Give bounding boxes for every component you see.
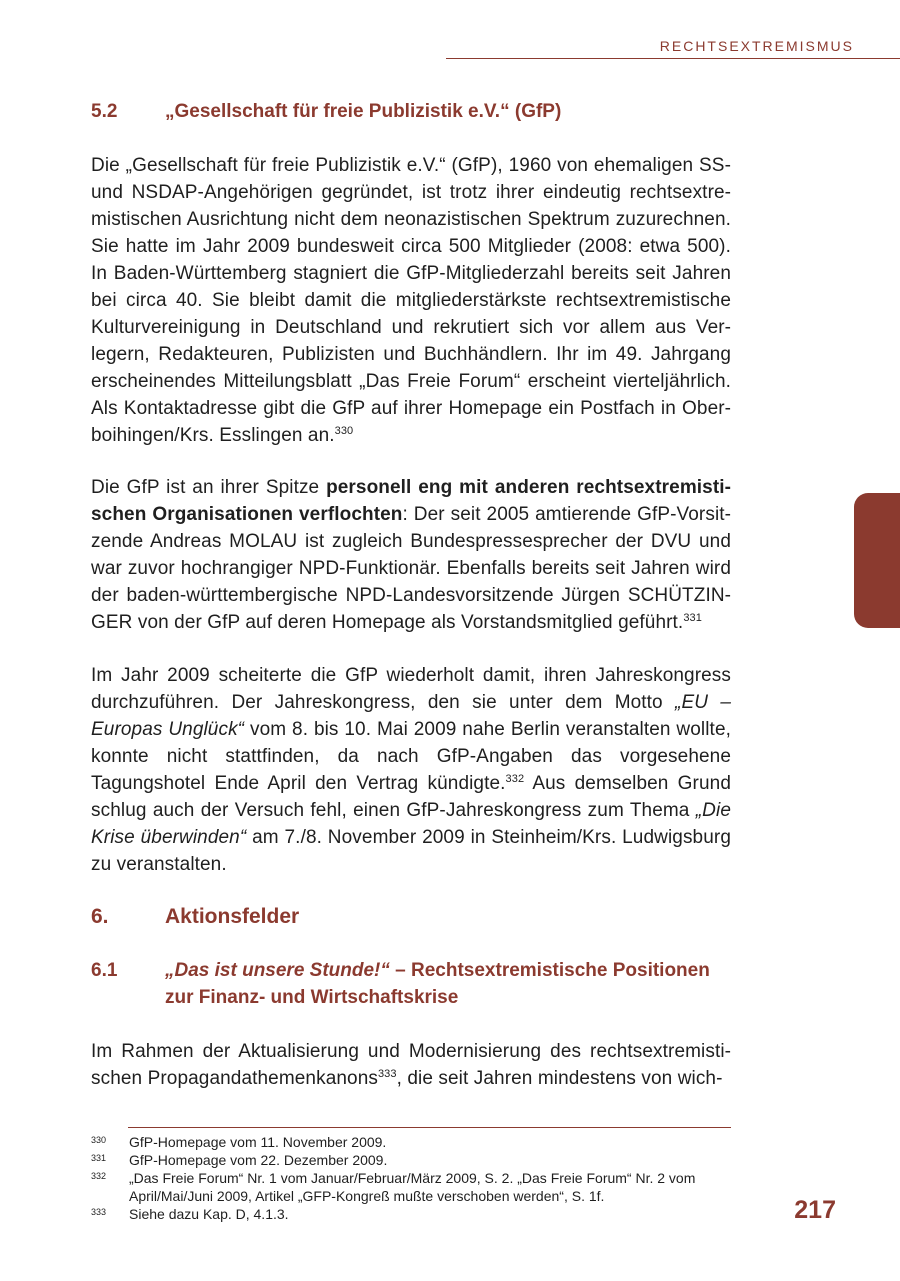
footnote-ref: 333 xyxy=(377,1068,397,1080)
paragraph-text: Aus demselben Grund schlug auch der Versuch fehl, einen GfP-Jahreskongress zum Thema xyxy=(91,773,731,821)
footnote xyxy=(91,1151,731,1169)
footnote-text: GfP-Homepage vom 11. November 2009. xyxy=(129,1134,387,1150)
motto-italic: „EU – Europas Unglück“ xyxy=(91,692,731,740)
paragraph-text: am 7./8. November 2009 in Steinheim/Krs. Ludwigsburg zu veranstalten. xyxy=(91,827,731,875)
heading-italic: „Das ist unsere Stunde!“ xyxy=(165,960,390,981)
footnote-number: 333 xyxy=(91,1207,107,1217)
heading-title xyxy=(165,957,710,1011)
heading-text: – Rechtsextremistische Positionen xyxy=(389,960,710,981)
paragraph-emphasis: personell eng mit anderen rechtsextremistischen Organisationen verflochten xyxy=(91,477,731,525)
footnote-text: GfP-Homepage vom 22. Dezember 2009. xyxy=(129,1152,388,1168)
footnote-text: Siehe dazu Kap. D, 4.1.3. xyxy=(129,1206,289,1222)
paragraph-text: Die GfP ist an ihrer Spitze xyxy=(91,477,327,498)
footnote xyxy=(91,1205,731,1223)
page-number: 217 xyxy=(794,1196,836,1224)
footnote-ref: 331 xyxy=(683,612,702,624)
footnote xyxy=(91,1169,731,1205)
heading-title: Aktionsfelder xyxy=(165,905,300,928)
paragraph-2 xyxy=(91,474,731,636)
footnote-number: 331 xyxy=(91,1153,107,1163)
paragraph-3 xyxy=(91,662,731,878)
heading-title: „Gesellschaft für freie Publizistik e.V.“ (GfP) xyxy=(165,101,562,122)
footnote xyxy=(91,1133,731,1151)
header-rule xyxy=(446,58,900,59)
paragraph-4 xyxy=(91,1038,731,1092)
footnote-number: 330 xyxy=(91,1135,107,1145)
footnote-text: „Das Freie Forum“ Nr. 1 vom Januar/Februar/März 2009, S. 2. „Das Freie Forum“ Nr. 2 vom April/Mai/Juni 2009, Artikel „GFP-Kongreß mußte verschoben werden“, S. 1f. xyxy=(129,1170,696,1204)
paragraph-1 xyxy=(91,152,731,449)
heading-number: 5.2 xyxy=(91,101,118,122)
chapter-tab xyxy=(854,493,900,628)
heading-text: zur Finanz- und Wirtschaftskrise xyxy=(165,987,459,1008)
paragraph-text: , die seit Jahren mindestens von wich- xyxy=(396,1068,723,1089)
footnote-ref: 332 xyxy=(505,773,525,785)
heading-number: 6.1 xyxy=(91,960,118,981)
footnote-number: 332 xyxy=(91,1171,107,1181)
paragraph-text: Im Jahr 2009 scheiterte die GfP wiederholt damit, ihren Jahreskongress durchzuführen. Der Jahreskongress, den sie unter dem Motto xyxy=(91,665,731,713)
footnotes xyxy=(91,1133,731,1223)
paragraph-text: Im Rahmen der Aktualisierung und Modernisierung des rechtsextremistischen Propagandathemenkanons xyxy=(91,1041,731,1089)
paragraph-text: vom 8. bis 10. Mai 2009 nahe Berlin veranstalten wollte, konnte nicht stattfinden, da nach GfP-Angaben das vorgesehene Tagungshotel Ende April den Vertrag kündigte. xyxy=(91,719,731,794)
theme-italic: „Die Krise überwinden“ xyxy=(91,800,731,848)
footnote-rule xyxy=(128,1127,731,1128)
running-title: RECHTSEXTREMISMUS xyxy=(659,38,854,54)
heading-number: 6. xyxy=(91,905,109,928)
paragraph-text: Die „Gesellschaft für freie Publizistik e.V.“ (GfP), 1960 von ehemaligen SS- und NSDAP-Angehörigen gegründet, ist trotz ihrer eindeutig rechtsextremistischen Ausrichtung nicht dem neonazistischen Spektrum zuzurechnen. Sie hatte im Jahr 2009 bundesweit circa 500 Mitglieder (2008: etwa 500). In Baden-Württemberg stagniert die GfP-Mitgliederzahl bereits seit Jahren bei circa 40. Sie bleibt damit die mitgliederstärkste rechtsextremistische Kulturvereinigung in Deutschland und rekrutiert sich vor allem aus Verlegern, Redakteuren, Publizisten und Buchhändlern. Ihr im 49. Jahrgang erscheinendes Mitteilungsblatt „Das Freie Forum“ erscheint vierteljährlich. Als Kontaktadresse gibt die GfP auf ihrer Homepage ein Postfach in Oberboihingen/Krs. Esslingen an. xyxy=(91,155,731,446)
paragraph-text: : Der seit 2005 amtierende GfP-Vorsitzende Andreas MOLAU ist zugleich Bundespressesprecher der DVU und war zuvor hochrangiger NPD-Funktionär. Ebenfalls bereits seit Jahren wird der baden-württembergische NPD-Landesvorsitzende Jürgen SCHÜTZINGER von der GfP auf deren Homepage als Vorstandsmitglied geführt. xyxy=(91,504,731,633)
footnote-ref: 330 xyxy=(334,425,354,437)
